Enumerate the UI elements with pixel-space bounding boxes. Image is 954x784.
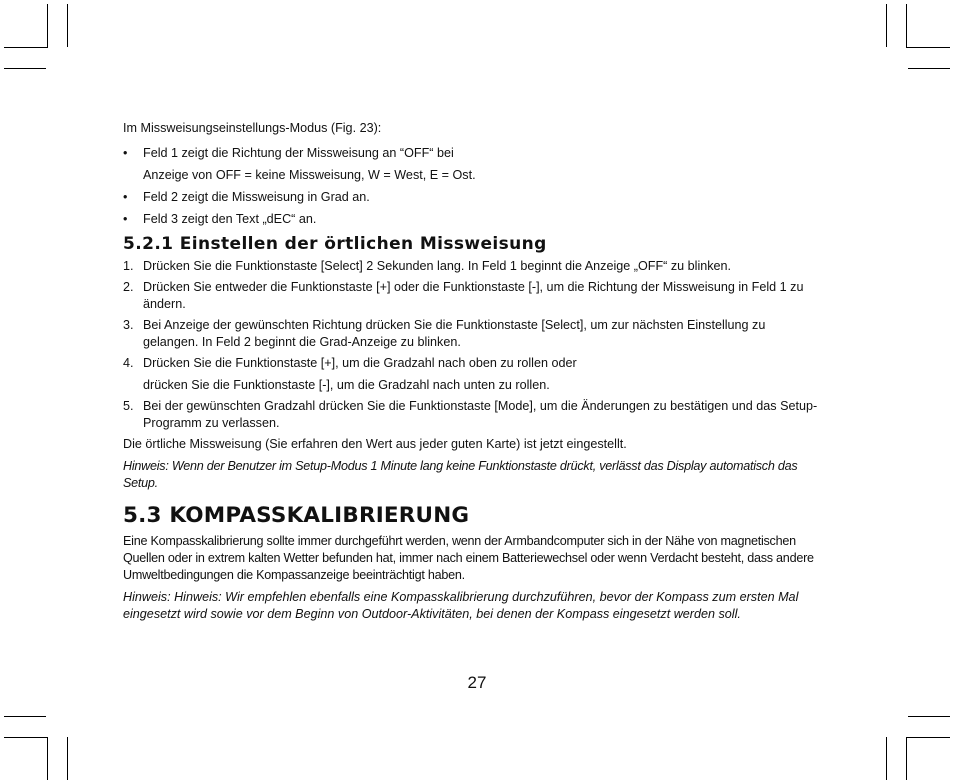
page-number: 27 — [467, 673, 487, 692]
step-number: 3. — [123, 318, 134, 332]
step-text: Bei Anzeige der gewünschten Richtung drücken Sie die Funktionstaste [Select], um zur nächsten Einstellung zu gelangen. In Feld 2 beginnt die Grad-Anzeige zu blinken. — [143, 318, 766, 349]
crop-mark — [4, 68, 46, 69]
step-item — [123, 355, 823, 394]
crop-mark — [906, 47, 950, 48]
crop-mark — [67, 737, 68, 780]
step-item — [123, 279, 823, 313]
step-number: 1. — [123, 259, 134, 273]
step-item — [123, 258, 823, 275]
intro-text: Im Missweisungseinstellungs-Modus (Fig. 23): — [123, 121, 382, 135]
note-text: Hinweis: Wenn der Benutzer im Setup-Modus 1 Minute lang keine Funktionstaste drückt, verlässt das Display automatisch das Setup. — [123, 459, 798, 490]
list-item — [123, 189, 823, 206]
section-heading: 5.2.1 Einstellen der örtlichen Missweisung — [123, 234, 547, 254]
step-number: 5. — [123, 399, 134, 413]
bullet-continuation: Anzeige von OFF = keine Missweisung, W = West, E = Ost. — [143, 168, 476, 182]
bullet-list — [123, 145, 823, 228]
list-item — [123, 145, 823, 184]
bullet-marker: • — [123, 190, 128, 204]
crop-mark — [906, 737, 950, 738]
crop-mark — [886, 737, 887, 780]
list-item — [123, 211, 823, 228]
bullet-marker: • — [123, 212, 128, 226]
page-content — [123, 120, 823, 628]
crop-mark — [906, 4, 907, 47]
crop-mark — [47, 737, 48, 780]
step-text: Drücken Sie die Funktionstaste [+], um die Gradzahl nach oben zu rollen oder — [143, 356, 577, 370]
step-text: Bei der gewünschten Gradzahl drücken Sie die Funktionstaste [Mode], um die Änderungen zu bestätigen und das Setup-Programm zu verlassen. — [143, 399, 818, 430]
body-text: Eine Kompasskalibrierung sollte immer durchgeführt werden, wenn der Armbandcomputer sich in der Nähe von magnetischen Quellen oder in extrem kalten Wetter befunden hat, immer nach einem Batteriewechsel oder wenn Verdacht besteht, dass andere Umweltbedingungen die Kompassanzeige beeinträchtigt haben. — [123, 534, 814, 582]
step-text: Drücken Sie entweder die Funktionstaste [+] oder die Funktionstaste [-], um die Richtung der Missweisung in Feld 1 zu ändern. — [143, 280, 804, 311]
crop-mark — [906, 737, 907, 780]
crop-mark — [4, 716, 46, 717]
step-item — [123, 398, 823, 432]
bullet-text: Feld 3 zeigt den Text „dEC“ an. — [143, 212, 317, 226]
crop-mark — [67, 4, 68, 47]
step-continuation: drücken Sie die Funktionstaste [-], um die Gradzahl nach unten zu rollen. — [143, 378, 550, 392]
bullet-text: Feld 1 zeigt die Richtung der Missweisung an “OFF“ bei — [143, 146, 454, 160]
bullet-text: Feld 2 zeigt die Missweisung in Grad an. — [143, 190, 370, 204]
result-text: Die örtliche Missweisung (Sie erfahren den Wert aus jeder guten Karte) ist jetzt eingestellt. — [123, 437, 627, 451]
step-item — [123, 317, 823, 351]
bullet-marker: • — [123, 146, 128, 160]
crop-mark — [908, 716, 950, 717]
step-number: 2. — [123, 280, 134, 294]
steps-list — [123, 258, 823, 432]
step-text: Drücken Sie die Funktionstaste [Select] 2 Sekunden lang. In Feld 1 beginnt die Anzeige „OFF“ zu blinken. — [143, 259, 732, 273]
crop-mark — [4, 47, 48, 48]
section-heading-main: 5.3 KOMPASSKALIBRIERUNG — [123, 503, 470, 528]
crop-mark — [4, 737, 48, 738]
note-text: Hinweis: Hinweis: Wir empfehlen ebenfalls eine Kompasskalibrierung durchzuführen, bevor der Kompass zum ersten Mal eingesetzt wird sowie vor dem Beginn von Outdoor-Aktivitäten, bei denen der Kompass eingesetzt werden soll. — [123, 590, 799, 621]
crop-mark — [47, 4, 48, 47]
crop-mark — [908, 68, 950, 69]
crop-mark — [886, 4, 887, 47]
step-number: 4. — [123, 356, 134, 370]
